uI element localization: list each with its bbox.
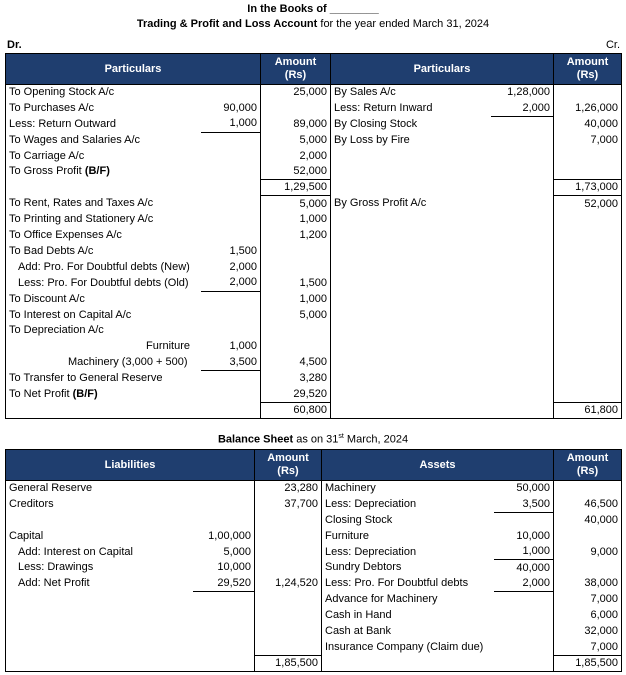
pl-right-inner-amount (491, 275, 554, 291)
bs-right-particular: Advance for Machinery (325, 593, 438, 606)
pl-right-inner-amount (491, 402, 554, 418)
pl-right-amount (554, 307, 622, 323)
bs-right-particular: Closing Stock (325, 513, 393, 526)
pl-left-inner-amount (201, 132, 261, 148)
bs-row (6, 481, 622, 497)
pl-left-amount (261, 339, 331, 355)
pl-left-amount: 29,520 (261, 387, 331, 403)
bs-left-particular (6, 639, 193, 655)
pl-left-inner-amount (201, 148, 261, 164)
bs-right-particular: Less: Pro. For Doubtful debts (325, 577, 469, 590)
pl-row (6, 116, 622, 132)
pl-left-amount: 1,500 (261, 275, 331, 291)
bs-title-post: March, 2024 (343, 433, 409, 446)
bs-left-inner-amount (193, 592, 255, 608)
pl-right-amount: 1,73,000 (554, 180, 622, 196)
pl-row (6, 259, 622, 275)
pl-right-amount (554, 323, 622, 339)
bs-right-particular (322, 655, 494, 671)
bs-right-inner-amount (494, 592, 554, 608)
bs-amount-header-right: Amount (Rs) (554, 450, 622, 481)
pl-right-amount: 40,000 (554, 116, 622, 132)
bs-liabilities-header: Liabilities (6, 450, 255, 481)
pl-right-particular (331, 244, 491, 260)
bs-row (6, 528, 622, 544)
pl-left-inner-amount (201, 228, 261, 244)
pl-amount-header-right: Amount (Rs) (554, 54, 622, 85)
pl-right-inner-amount (491, 244, 554, 260)
pl-particulars-header: Particulars (6, 54, 261, 85)
books-heading (0, 3, 626, 15)
pl-row (6, 196, 622, 212)
pl-right-amount (554, 355, 622, 371)
pl-left-amount: 1,000 (261, 291, 331, 307)
pl-left-inner-amount (201, 164, 261, 180)
pl-right-inner-amount (491, 212, 554, 228)
bs-right-particular: Machinery (325, 482, 376, 495)
pl-right-amount (554, 387, 622, 403)
pl-right-particular (331, 355, 491, 371)
bs-left-amount: 23,280 (255, 481, 322, 497)
bs-left-amount (255, 624, 322, 640)
bs-right-amount (554, 560, 622, 576)
pl-right-particular (331, 387, 491, 403)
bs-left-amount (255, 544, 322, 560)
pl-right-inner-amount (491, 180, 554, 196)
pl-right-inner-amount (491, 307, 554, 323)
pl-right-inner-amount (491, 355, 554, 371)
bs-left-amount (255, 512, 322, 528)
pl-right-particular (331, 339, 491, 355)
pl-left-amount: 89,000 (261, 116, 331, 132)
pl-right-particular (331, 148, 491, 164)
bs-right-amount: 40,000 (554, 512, 622, 528)
pl-left-inner-amount: 2,000 (229, 260, 257, 273)
bs-right-amount: 38,000 (554, 576, 622, 592)
pl-right-inner-amount (491, 339, 554, 355)
pl-right-inner-amount (491, 116, 554, 132)
bs-left-particular (6, 512, 193, 528)
bs-left-particular: Add: Net Profit (6, 576, 193, 592)
pl-row (6, 164, 622, 180)
bs-right-amount (554, 528, 622, 544)
bs-right-inner-amount: 50,000 (516, 482, 551, 495)
pl-row (6, 212, 622, 228)
pl-left-amount: 1,000 (261, 212, 331, 228)
bs-left-amount (255, 528, 322, 544)
pl-left-particular: To Gross Profit (B/F) (6, 164, 201, 180)
bs-left-particular (6, 655, 193, 671)
bs-title-sup: st (338, 433, 344, 440)
pl-row (6, 228, 622, 244)
bs-right-particular: Less: Depreciation (325, 545, 417, 558)
pl-row (6, 275, 622, 291)
pl-left-inner-amount (201, 323, 261, 339)
pl-left-inner-amount: 90,000 (223, 101, 257, 114)
pl-left-particular: To Interest on Capital A/c (6, 307, 201, 323)
bs-left-amount (255, 639, 322, 655)
bs-left-inner-amount (193, 624, 255, 640)
pl-particulars-header-right: Particulars (331, 54, 554, 85)
pl-left-particular: Less: Return Outward (6, 116, 201, 132)
bs-right-particular: Sundry Debtors (325, 561, 402, 574)
pl-right-particular (331, 164, 491, 180)
pl-row (6, 355, 622, 371)
bs-right-amount: 46,500 (554, 496, 622, 512)
pl-right-particular (331, 371, 491, 387)
bs-left-particular (6, 624, 193, 640)
pl-left-particular: To Depreciation A/c (6, 323, 201, 339)
pl-right-inner-amount (491, 148, 554, 164)
bs-left-particular: Capital (6, 528, 193, 544)
pl-left-inner-amount: 3,500 (201, 355, 261, 371)
pl-row (6, 244, 622, 260)
bs-row (6, 639, 622, 655)
pl-left-particular: To Office Expenses A/c (6, 228, 201, 244)
bs-right-inner-amount: 3,500 (494, 496, 554, 512)
pl-right-amount: 7,000 (554, 132, 622, 148)
bs-left-amount (255, 592, 322, 608)
pl-right-inner-amount: 1,28,000 (507, 86, 550, 99)
pl-account-table (5, 53, 622, 419)
pl-right-amount (554, 244, 622, 260)
pl-row (6, 387, 622, 403)
pl-right-amount (554, 371, 622, 387)
bs-left-particular (6, 608, 193, 624)
pl-right-amount (554, 212, 622, 228)
pl-left-particular: To Carriage A/c (6, 148, 201, 164)
pl-row (6, 148, 622, 164)
pl-right-amount: 1,26,000 (554, 100, 622, 116)
bs-right-inner-amount (494, 639, 554, 655)
pl-right-inner-amount (491, 259, 554, 275)
bs-right-amount: 7,000 (554, 639, 622, 655)
pl-amount-header-left: Amount (Rs) (261, 54, 331, 85)
pl-right-particular (331, 259, 491, 275)
bs-left-inner-amount (193, 608, 255, 624)
bs-left-inner-amount: 5,000 (223, 545, 251, 558)
pl-left-inner-amount (201, 371, 261, 387)
bs-left-particular (6, 592, 193, 608)
pl-right-particular (331, 228, 491, 244)
bs-right-amount: 1,85,500 (554, 655, 622, 671)
pl-right-inner-amount: 2,000 (491, 100, 554, 116)
bs-left-particular: General Reserve (6, 481, 193, 497)
bs-right-inner-amount: 40,000 (516, 561, 551, 574)
bs-row (6, 560, 622, 576)
pl-left-inner-amount (201, 180, 261, 196)
bs-left-inner-amount (193, 512, 255, 528)
pl-left-amount: 4,500 (261, 355, 331, 371)
bs-row (6, 624, 622, 640)
bs-left-inner-amount: 1,00,000 (208, 529, 251, 542)
pl-right-amount (554, 148, 622, 164)
pl-row (6, 307, 622, 323)
bs-left-inner-amount (193, 639, 255, 655)
bs-right-inner-amount (494, 512, 554, 528)
bs-right-particular: Furniture (325, 529, 370, 542)
pl-left-amount: 25,000 (261, 85, 331, 101)
pl-left-inner-amount (201, 402, 261, 418)
bs-right-inner-amount: 10,000 (516, 529, 551, 542)
balance-sheet-table (5, 449, 622, 672)
books-prefix: In the Books of (247, 3, 327, 15)
pl-right-particular (331, 291, 491, 307)
bs-title (0, 433, 626, 446)
pl-row (6, 132, 622, 148)
pl-left-inner-amount (201, 196, 261, 212)
bs-title-bold: Balance Sheet (217, 433, 294, 446)
pl-row (6, 323, 622, 339)
pl-right-amount (554, 275, 622, 291)
pl-left-particular: To Rent, Rates and Taxes A/c (6, 196, 201, 212)
pl-row (6, 100, 622, 116)
bs-right-amount: 9,000 (554, 544, 622, 560)
bs-row (6, 655, 622, 671)
pl-left-amount (261, 259, 331, 275)
bs-right-amount: 7,000 (554, 592, 622, 608)
bs-right-amount: 6,000 (554, 608, 622, 624)
pl-left-particular: To Purchases A/c (6, 100, 201, 116)
pl-left-inner-amount (201, 307, 261, 323)
pl-right-inner-amount (491, 371, 554, 387)
pl-right-particular (331, 402, 491, 418)
bs-row (6, 544, 622, 560)
bs-row (6, 512, 622, 528)
pl-right-particular: By Loss by Fire (334, 133, 410, 146)
dr-label: Dr. (7, 39, 22, 51)
bs-right-inner-amount (494, 608, 554, 624)
pl-left-amount: 60,800 (261, 402, 331, 418)
bs-left-particular: Add: Interest on Capital (6, 544, 193, 560)
bs-amount-header-left: Amount (Rs) (255, 450, 322, 481)
bs-right-inner-amount: 1,000 (494, 544, 554, 560)
pl-left-amount (261, 100, 331, 116)
pl-row (6, 371, 622, 387)
pl-right-amount: 61,800 (554, 402, 622, 418)
bs-right-particular: Less: Depreciation (325, 497, 417, 510)
pl-right-amount (554, 291, 622, 307)
bs-left-inner-amount (193, 481, 255, 497)
pl-right-inner-amount (491, 132, 554, 148)
pl-right-inner-amount (491, 164, 554, 180)
pl-row (6, 339, 622, 355)
books-blank: ________ (329, 3, 379, 15)
pl-right-amount (554, 259, 622, 275)
bs-row (6, 608, 622, 624)
bs-right-particular: Cash at Bank (325, 624, 392, 637)
pl-left-inner-amount: 1,000 (201, 116, 261, 132)
pl-left-particular: To Opening Stock A/c (6, 85, 201, 101)
pl-left-particular: Furniture (6, 339, 201, 355)
pl-right-particular: By Sales A/c (334, 86, 396, 99)
pl-right-particular: Less: Return Inward (334, 101, 433, 114)
pl-right-inner-amount (491, 291, 554, 307)
bs-right-inner-amount (494, 624, 554, 640)
pl-left-particular: To Bad Debts A/c (6, 244, 201, 260)
pl-left-particular (6, 180, 201, 196)
bs-row (6, 576, 622, 592)
bs-left-inner-amount (193, 496, 255, 512)
bs-left-amount: 1,85,500 (255, 655, 322, 671)
pl-left-amount (261, 244, 331, 260)
bs-right-inner-amount (494, 655, 554, 671)
bs-row (6, 496, 622, 512)
bs-left-inner-amount: 29,520 (193, 576, 255, 592)
bs-right-particular: Cash in Hand (325, 609, 392, 622)
bs-left-particular: Less: Drawings (6, 560, 193, 576)
bs-left-amount: 1,24,520 (255, 576, 322, 592)
pl-left-amount: 5,000 (261, 307, 331, 323)
pl-row (6, 291, 622, 307)
bs-right-amount: 32,000 (554, 624, 622, 640)
pl-left-inner-amount: 1,500 (229, 244, 257, 257)
pl-row (6, 180, 622, 196)
pl-right-particular: By Gross Profit A/c (334, 197, 427, 210)
pl-left-amount: 1,29,500 (261, 180, 331, 196)
bs-right-amount (554, 481, 622, 497)
account-title (0, 18, 626, 30)
pl-left-particular: To Printing and Stationery A/c (6, 212, 201, 228)
pl-row (6, 85, 622, 101)
pl-right-particular (331, 323, 491, 339)
bs-left-inner-amount: 10,000 (217, 561, 251, 574)
pl-right-amount (554, 164, 622, 180)
pl-left-particular: Less: Pro. For Doubtful debts (Old) (6, 275, 201, 291)
account-title-rest: for the year ended March 31, 2024 (317, 18, 490, 30)
bs-left-amount (255, 608, 322, 624)
pl-row (6, 402, 622, 418)
bs-left-amount: 37,700 (255, 496, 322, 512)
pl-right-inner-amount (491, 387, 554, 403)
bs-row (6, 592, 622, 608)
bs-title-pre: as on 31 (293, 433, 339, 446)
pl-left-particular: To Transfer to General Reserve (6, 371, 201, 387)
pl-left-particular: Machinery (3,000 + 500) (6, 355, 201, 371)
pl-right-amount (554, 228, 622, 244)
pl-right-inner-amount (491, 323, 554, 339)
pl-left-particular: To Wages and Salaries A/c (6, 132, 201, 148)
pl-right-particular (331, 212, 491, 228)
pl-right-particular (331, 275, 491, 291)
pl-right-inner-amount (491, 196, 554, 212)
pl-left-amount: 2,000 (261, 148, 331, 164)
pl-left-particular: To Discount A/c (6, 291, 201, 307)
bs-right-inner-amount: 2,000 (494, 576, 554, 592)
bs-left-amount (255, 560, 322, 576)
pl-right-particular: By Closing Stock (334, 117, 418, 130)
account-title-bold: Trading & Profit and Loss Account (136, 18, 318, 30)
pl-left-inner-amount: 1,000 (229, 340, 257, 353)
pl-right-amount: 52,000 (554, 196, 622, 212)
bs-left-inner-amount (193, 655, 255, 671)
pl-left-particular (6, 402, 201, 418)
pl-left-amount (261, 323, 331, 339)
pl-left-amount: 52,000 (261, 164, 331, 180)
pl-right-particular (331, 307, 491, 323)
pl-right-amount (554, 85, 622, 101)
pl-left-particular: Add: Pro. For Doubtful debts (New) (6, 259, 201, 275)
pl-left-inner-amount: 2,000 (201, 275, 261, 291)
pl-left-inner-amount (201, 291, 261, 307)
pl-left-inner-amount (201, 85, 261, 101)
cr-label: Cr. (605, 39, 620, 51)
bs-assets-header: Assets (322, 450, 554, 481)
pl-left-amount: 1,200 (261, 228, 331, 244)
bs-right-particular: Insurance Company (Claim due) (325, 640, 484, 653)
pl-left-inner-amount (201, 387, 261, 403)
pl-left-particular: To Net Profit (B/F) (6, 387, 201, 403)
pl-right-inner-amount (491, 228, 554, 244)
pl-right-amount (554, 339, 622, 355)
pl-right-particular (331, 180, 491, 196)
pl-left-inner-amount (201, 212, 261, 228)
bs-left-particular: Creditors (6, 496, 193, 512)
pl-left-amount: 5,000 (261, 196, 331, 212)
pl-left-amount: 3,280 (261, 371, 331, 387)
pl-left-amount: 5,000 (261, 132, 331, 148)
